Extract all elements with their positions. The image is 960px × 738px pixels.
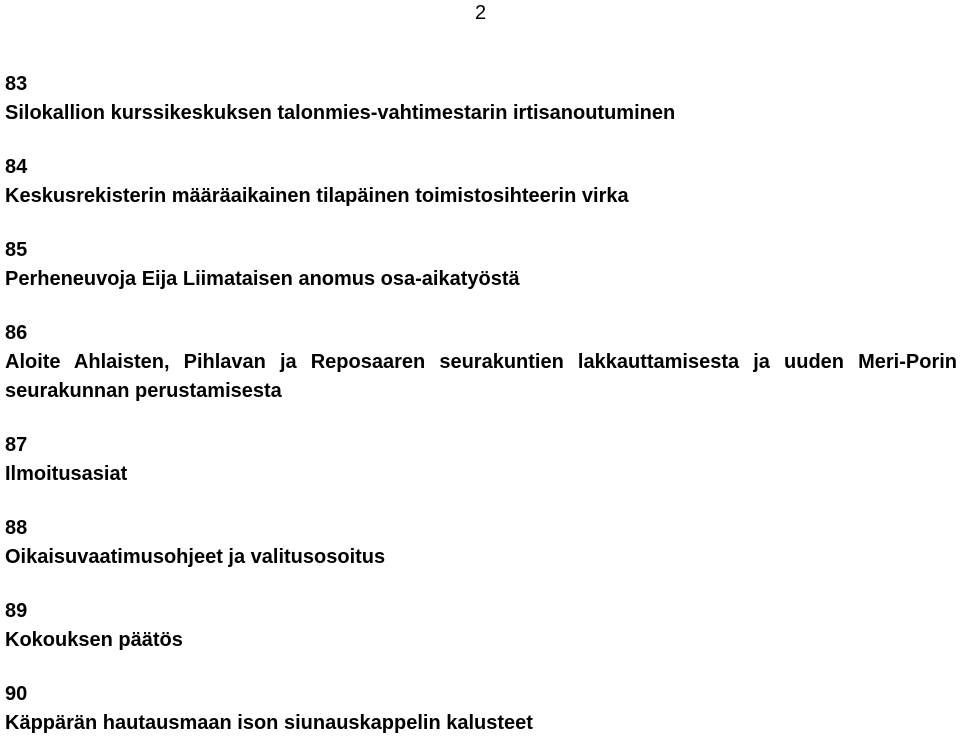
agenda-item-89 bbox=[5, 597, 957, 655]
item-title: Aloite Ahlaisten, Pihlavan ja Reposaaren seurakuntien lakkauttamisesta ja uuden Meri-Porin seurakunnan perustamisesta bbox=[5, 351, 957, 402]
agenda-item-90 bbox=[5, 680, 957, 738]
agenda-item-85 bbox=[5, 236, 957, 294]
item-title: Perheneuvoja Eija Liimataisen anomus osa-aikatyöstä bbox=[5, 268, 520, 290]
agenda-item-84 bbox=[5, 153, 957, 211]
item-number: 90 bbox=[5, 683, 28, 705]
item-number: 87 bbox=[5, 434, 28, 456]
item-title: Ilmoitusasiat bbox=[5, 463, 128, 485]
agenda-list bbox=[5, 70, 957, 738]
item-title: Oikaisuvaatimusohjeet ja valitusosoitus bbox=[5, 546, 386, 568]
item-title: Käppärän hautausmaan ison siunauskappelin kalusteet bbox=[5, 712, 533, 734]
item-number: 84 bbox=[5, 156, 28, 178]
agenda-item-87 bbox=[5, 431, 957, 489]
agenda-item-83 bbox=[5, 70, 957, 128]
agenda-item-88 bbox=[5, 514, 957, 572]
item-number: 88 bbox=[5, 517, 28, 539]
item-title: Kokouksen päätös bbox=[5, 629, 183, 651]
item-number: 86 bbox=[5, 322, 28, 344]
item-number: 85 bbox=[5, 239, 28, 261]
item-title: Silokallion kurssikeskuksen talonmies-vahtimestarin irtisanoutuminen bbox=[5, 102, 676, 124]
item-title: Keskusrekisterin määräaikainen tilapäinen toimistosihteerin virka bbox=[5, 185, 629, 207]
page-number: 2 bbox=[475, 2, 487, 24]
item-number: 89 bbox=[5, 600, 28, 622]
agenda-item-86 bbox=[5, 319, 957, 406]
item-number: 83 bbox=[5, 73, 28, 95]
